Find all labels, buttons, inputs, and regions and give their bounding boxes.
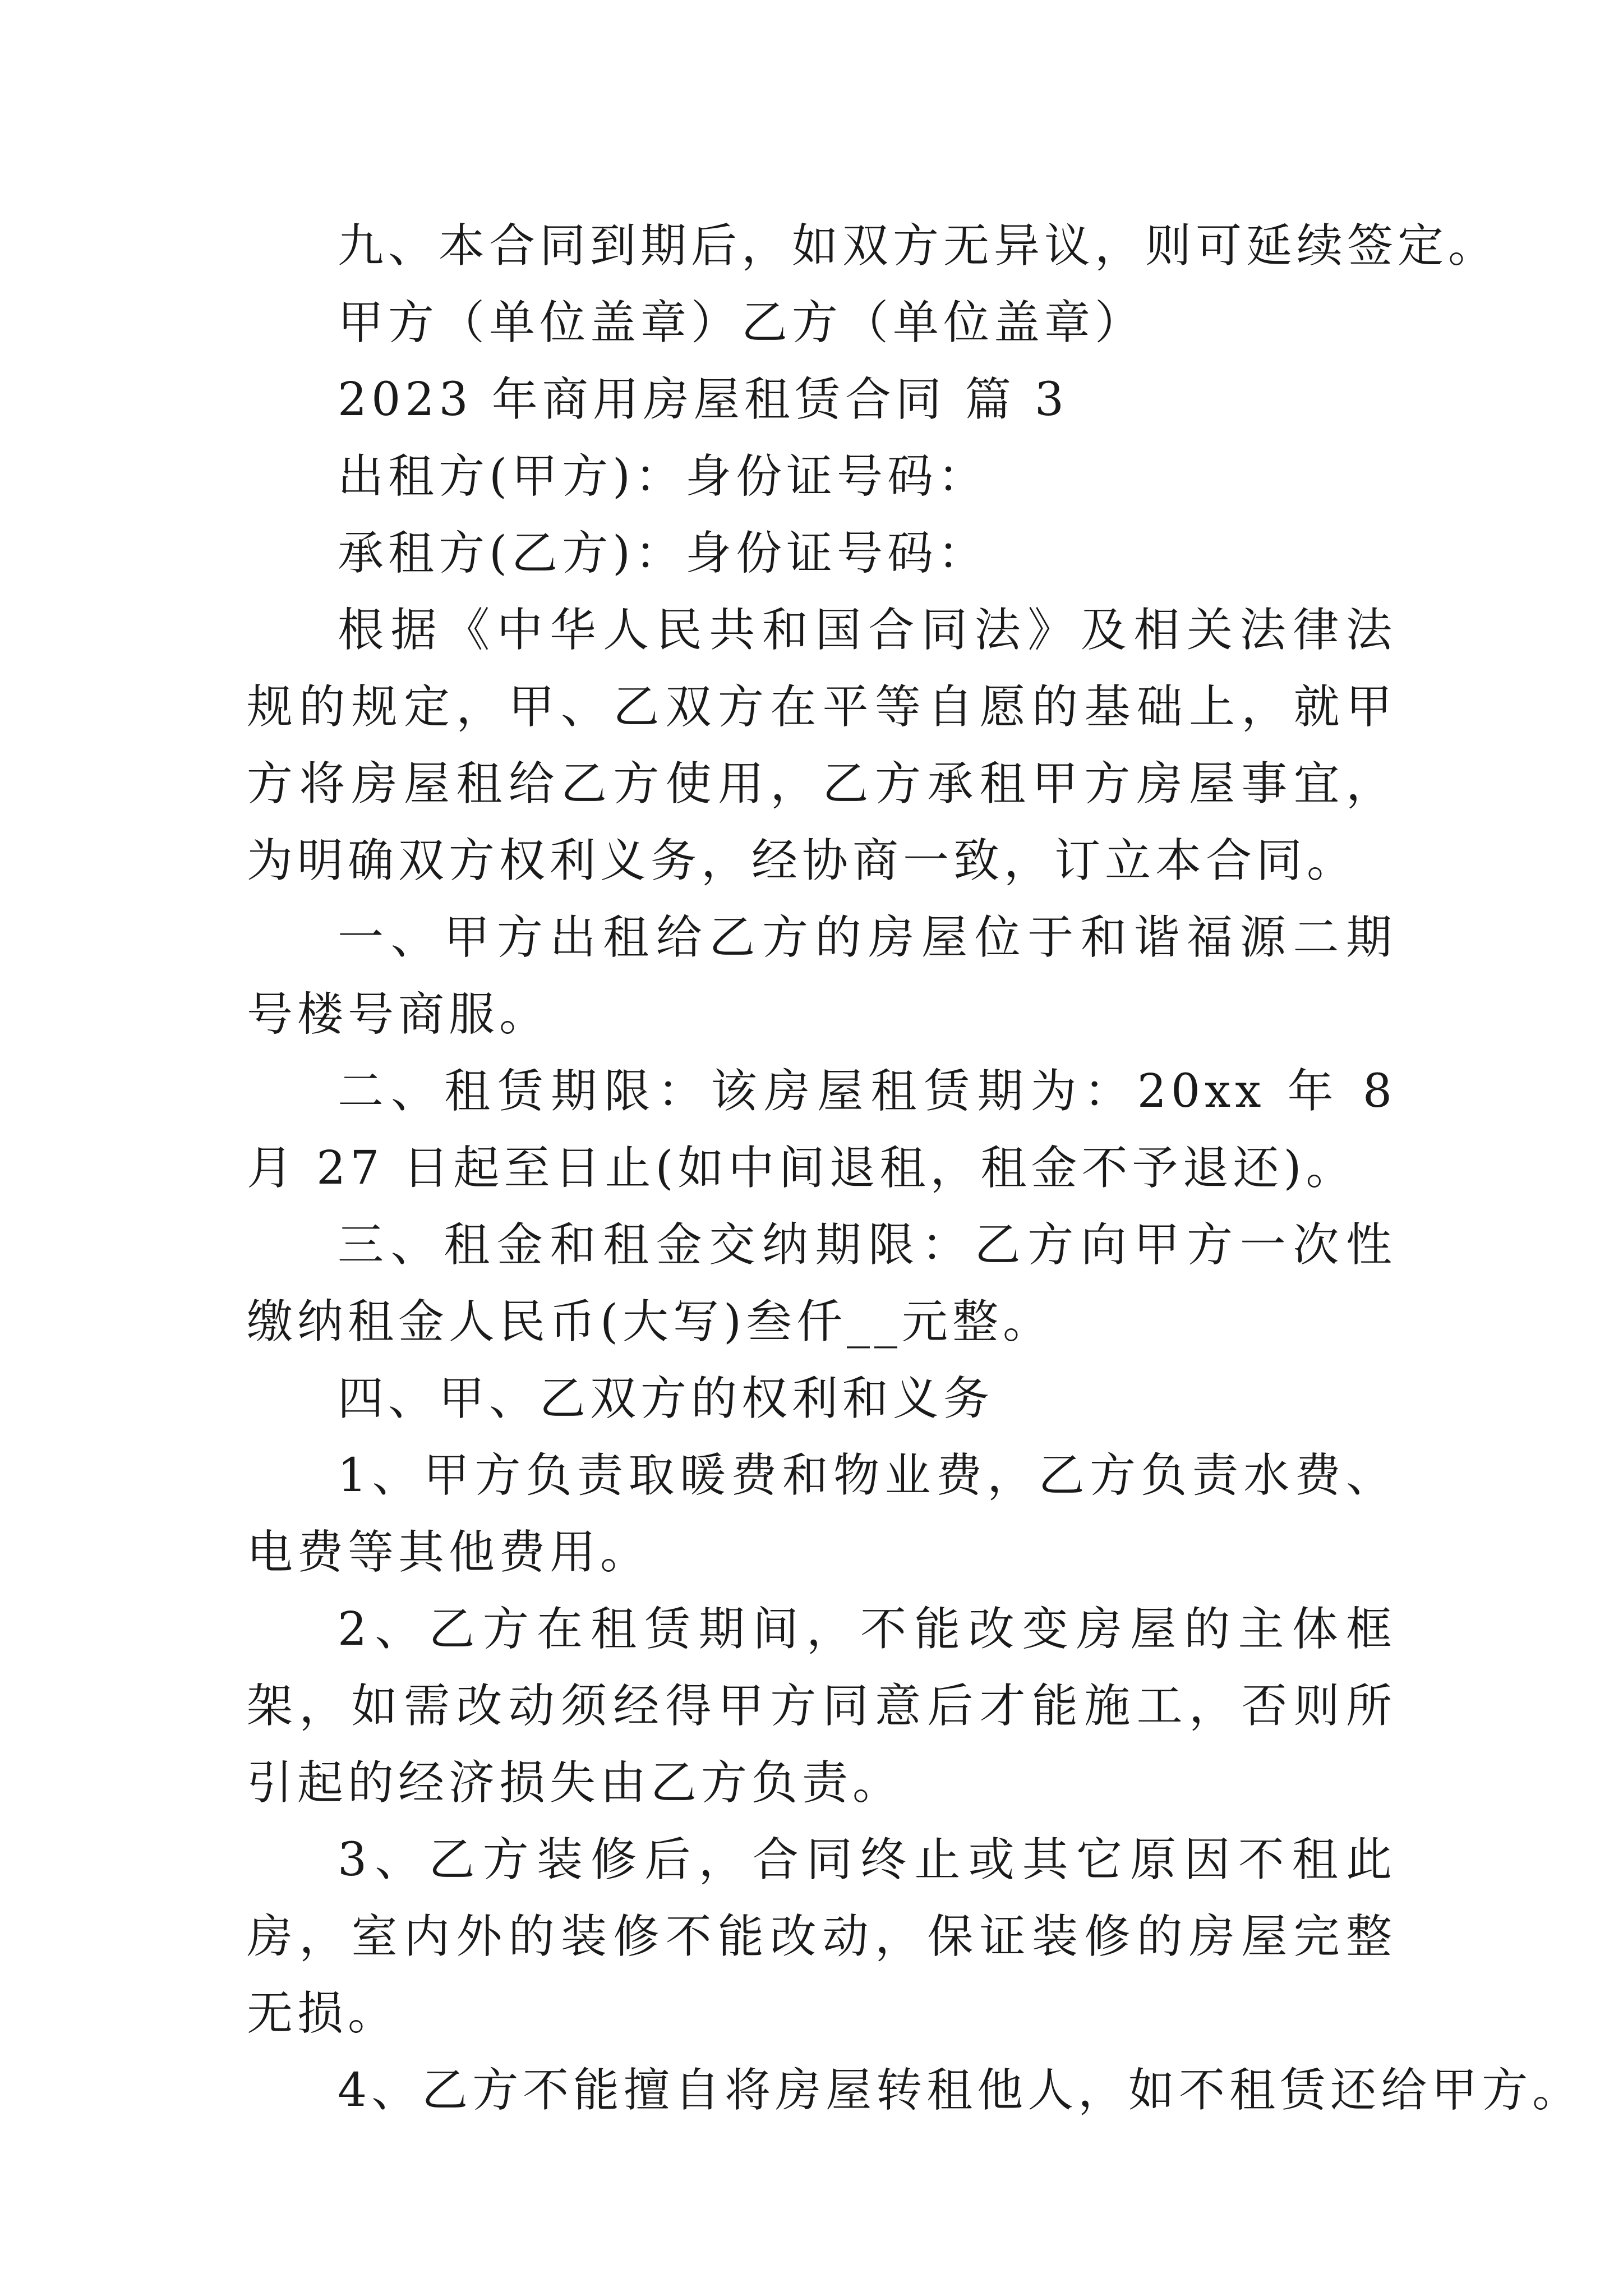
clause-four-item-4: 4、乙方不能擅自将房屋转租他人，如不租赁还给甲方。 bbox=[338, 2064, 1583, 2117]
clause-four-item-3: 3、乙方装修后，合同终止或其它原因不租此房，室内外的装修不能改动，保证装修的房屋完整无损。 bbox=[247, 1833, 1396, 2040]
clause-four-item-1: 1、甲方负责取暖费和物业费，乙方负责水费、电费等其他费用。 bbox=[247, 1449, 1396, 1579]
clause-one: 一、甲方出租给乙方的房屋位于和谐福源二期号楼号商服。 bbox=[247, 911, 1396, 1041]
clause-three: 三、租金和租金交纳期限：乙方向甲方一次性缴纳租金人民币(大写)叁仟__元整。 bbox=[247, 1218, 1396, 1349]
lessee-line: 承租方(乙方)：身份证号码： bbox=[338, 527, 988, 580]
clause-nine: 九、本合同到期后，如双方无异议，则可延续签定。 bbox=[338, 219, 1499, 273]
preamble-paragraph: 根据《中华人民共和国合同法》及相关法律法规的规定，甲、乙双方在平等自愿的基础上，就甲方将房屋租给乙方使用，乙方承租甲方房屋事宜，为明确双方权利义务，经协商一致，订立本合同。 bbox=[247, 604, 1396, 887]
lessor-line: 出租方(甲方)：身份证号码： bbox=[338, 450, 988, 503]
document-body bbox=[247, 208, 1583, 2129]
clause-two: 二、租赁期限：该房屋租赁期为：20xx 年 8 月 27 日起至日止(如中间退租，租金不予退还)。 bbox=[247, 1065, 1396, 1195]
clause-four: 四、甲、乙双方的权利和义务 bbox=[338, 1372, 994, 1425]
seal-line: 甲方（单位盖章）乙方（单位盖章） bbox=[338, 296, 1146, 349]
clause-four-item-2: 2、乙方在租赁期间，不能改变房屋的主体框架，如需改动须经得甲方同意后才能施工，否则所引起的经济损失由乙方负责。 bbox=[247, 1603, 1396, 1810]
contract-heading: 2023 年商用房屋租赁合同 篇 3 bbox=[338, 373, 1069, 426]
